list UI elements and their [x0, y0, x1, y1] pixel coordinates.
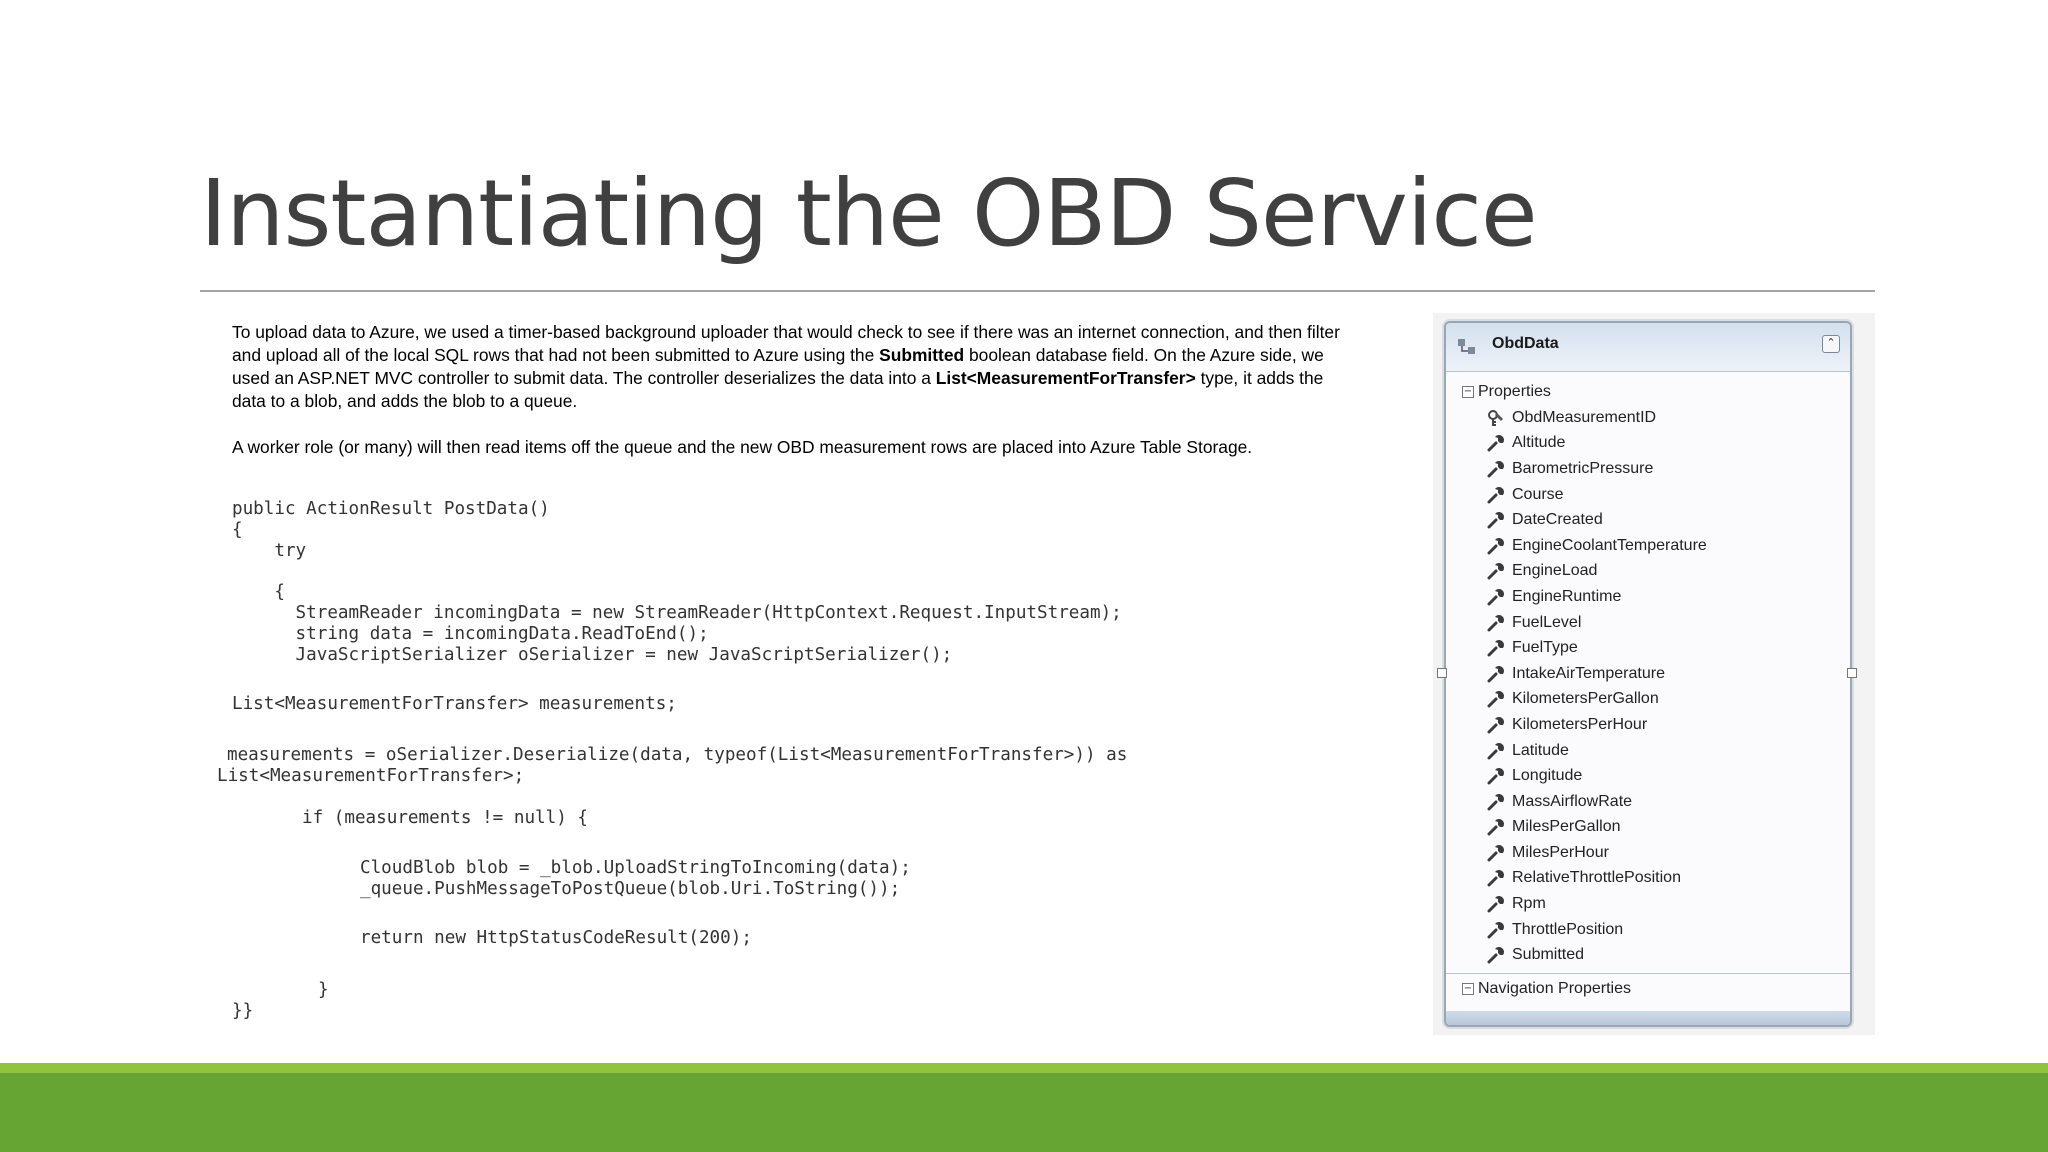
- property-item[interactable]: [1486, 610, 1707, 636]
- property-label: MilesPerGallon: [1512, 818, 1621, 836]
- wrench-icon: [1486, 844, 1506, 862]
- wrench-icon: [1486, 639, 1506, 657]
- text-run: boolean database field. On the Azure side, we used an ASP.NET MVC controller to submit data. The controller deserializes the data into a: [232, 345, 1324, 388]
- entity-type-icon: [1456, 337, 1478, 357]
- code-line: CloudBlob blob = _blob.UploadStringToIncoming(data);: [360, 858, 911, 878]
- footer-band: [0, 1073, 2048, 1152]
- wrench-icon: [1486, 716, 1506, 734]
- code-line: if (measurements != null) {: [302, 808, 588, 828]
- property-item[interactable]: [1486, 789, 1707, 815]
- property-label: KilometersPerGallon: [1512, 690, 1659, 708]
- properties-toggle[interactable]: −: [1463, 386, 1473, 397]
- property-label: Rpm: [1512, 895, 1546, 913]
- wrench-icon: [1486, 614, 1506, 632]
- code-line: public ActionResult PostData(): [232, 499, 550, 519]
- property-label: Latitude: [1512, 741, 1569, 759]
- property-item[interactable]: [1486, 507, 1707, 533]
- wrench-icon: [1486, 460, 1506, 478]
- property-label: FuelLevel: [1512, 613, 1582, 631]
- wrench-icon: [1486, 895, 1506, 913]
- entity-diagram[interactable]: [1444, 321, 1852, 1027]
- property-label: KilometersPerHour: [1512, 715, 1648, 733]
- wrench-icon: [1486, 562, 1506, 580]
- wrench-icon: [1486, 486, 1506, 504]
- code-line: {: [232, 520, 243, 540]
- property-item[interactable]: [1486, 866, 1707, 892]
- code-line: }}: [232, 1001, 254, 1021]
- property-item[interactable]: [1486, 661, 1707, 687]
- code-line: try: [232, 541, 307, 561]
- property-label: EngineCoolantTemperature: [1512, 536, 1707, 554]
- intro-paragraph: [232, 321, 1342, 413]
- property-label: Altitude: [1512, 434, 1566, 452]
- navigation-divider: [1446, 973, 1850, 974]
- navigation-toggle[interactable]: −: [1463, 983, 1473, 994]
- property-label: EngineLoad: [1512, 562, 1598, 580]
- property-label: MilesPerHour: [1512, 843, 1609, 861]
- code-line: measurements = oSerializer.Deserialize(data, typeof(List<MeasurementForTransfer>)) as: [227, 745, 1128, 765]
- property-item[interactable]: [1486, 815, 1707, 841]
- wrench-icon: [1486, 511, 1506, 529]
- property-item[interactable]: [1486, 687, 1707, 713]
- wrench-icon: [1486, 869, 1506, 887]
- bold-term: List<MeasurementForTransfer>: [935, 368, 1196, 388]
- property-item[interactable]: [1486, 482, 1707, 508]
- property-item[interactable]: [1486, 942, 1707, 968]
- property-item[interactable]: [1486, 456, 1707, 482]
- property-label: MassAirflowRate: [1512, 792, 1633, 810]
- entity-footer: [1446, 1011, 1850, 1025]
- navigation-section-label: Navigation Properties: [1478, 980, 1631, 997]
- property-label: FuelType: [1512, 639, 1578, 657]
- wrench-icon: [1486, 793, 1506, 811]
- worker-role-paragraph: A worker role (or many) will then read items off the queue and the new OBD measurement rows are placed into Azure Table Storage.: [232, 437, 1253, 457]
- code-line: _queue.PushMessageToPostQueue(blob.Uri.ToString());: [360, 879, 901, 899]
- property-item[interactable]: [1486, 559, 1707, 585]
- code-line: {: [232, 582, 285, 602]
- collapse-button[interactable]: ⌃: [1822, 335, 1840, 353]
- property-label: EngineRuntime: [1512, 587, 1622, 605]
- property-item[interactable]: [1486, 738, 1707, 764]
- property-label: BarometricPressure: [1512, 459, 1654, 477]
- resize-handle-right[interactable]: [1847, 668, 1857, 678]
- key-icon: [1486, 409, 1506, 427]
- property-item[interactable]: [1486, 891, 1707, 917]
- text-run: To upload data to Azure, we used a timer-based background uploader that would check to see if there was an internet connection, and then filter and upload all of the local SQL rows that had not been submitted to Azure using the: [232, 322, 1340, 365]
- wrench-icon: [1486, 588, 1506, 606]
- properties-section-label: Properties: [1478, 383, 1551, 400]
- property-label: ThrottlePosition: [1512, 920, 1624, 938]
- wrench-icon: [1486, 665, 1506, 683]
- code-line: List<MeasurementForTransfer>;: [217, 766, 525, 786]
- property-item[interactable]: [1486, 431, 1707, 457]
- code-line: }: [318, 980, 329, 1000]
- body-text: [232, 321, 1342, 459]
- wrench-icon: [1486, 690, 1506, 708]
- property-item[interactable]: [1486, 763, 1707, 789]
- wrench-icon: [1486, 537, 1506, 555]
- title-divider: [200, 290, 1875, 292]
- property-label: Course: [1512, 485, 1564, 503]
- bold-term: Submitted: [879, 345, 965, 365]
- property-label: Longitude: [1512, 767, 1583, 785]
- entity-name: ObdData: [1492, 335, 1559, 352]
- property-item-key[interactable]: [1486, 405, 1707, 431]
- code-line: return new HttpStatusCodeResult(200);: [360, 928, 752, 948]
- property-item[interactable]: [1486, 917, 1707, 943]
- entity-header: [1446, 323, 1850, 372]
- property-item[interactable]: [1486, 712, 1707, 738]
- property-item[interactable]: [1486, 533, 1707, 559]
- property-label: ObdMeasurementID: [1512, 408, 1657, 426]
- wrench-icon: [1486, 946, 1506, 964]
- wrench-icon: [1486, 767, 1506, 785]
- resize-handle-left[interactable]: [1437, 668, 1447, 678]
- code-line: JavaScriptSerializer oSerializer = new JavaScriptSerializer();: [232, 645, 953, 665]
- code-line: List<MeasurementForTransfer> measurements;: [232, 694, 677, 714]
- footer-accent-stripe: [0, 1063, 2048, 1073]
- property-item[interactable]: [1486, 584, 1707, 610]
- code-line: StreamReader incomingData = new StreamReader(HttpContext.Request.InputStream);: [232, 603, 1122, 623]
- property-item[interactable]: [1486, 840, 1707, 866]
- property-item[interactable]: [1486, 635, 1707, 661]
- wrench-icon: [1486, 818, 1506, 836]
- text-run: type, it adds the data to a blob, and adds the blob to a queue.: [232, 368, 1324, 411]
- property-label: IntakeAirTemperature: [1512, 664, 1665, 682]
- property-label: DateCreated: [1512, 511, 1603, 529]
- slide-title: Instantiating the OBD Service: [200, 160, 1537, 267]
- property-label: RelativeThrottlePosition: [1512, 869, 1681, 887]
- property-list: [1486, 405, 1707, 968]
- wrench-icon: [1486, 434, 1506, 452]
- code-line: string data = incomingData.ReadToEnd();: [232, 624, 709, 644]
- wrench-icon: [1486, 742, 1506, 760]
- wrench-icon: [1486, 921, 1506, 939]
- property-label: Submitted: [1512, 946, 1585, 964]
